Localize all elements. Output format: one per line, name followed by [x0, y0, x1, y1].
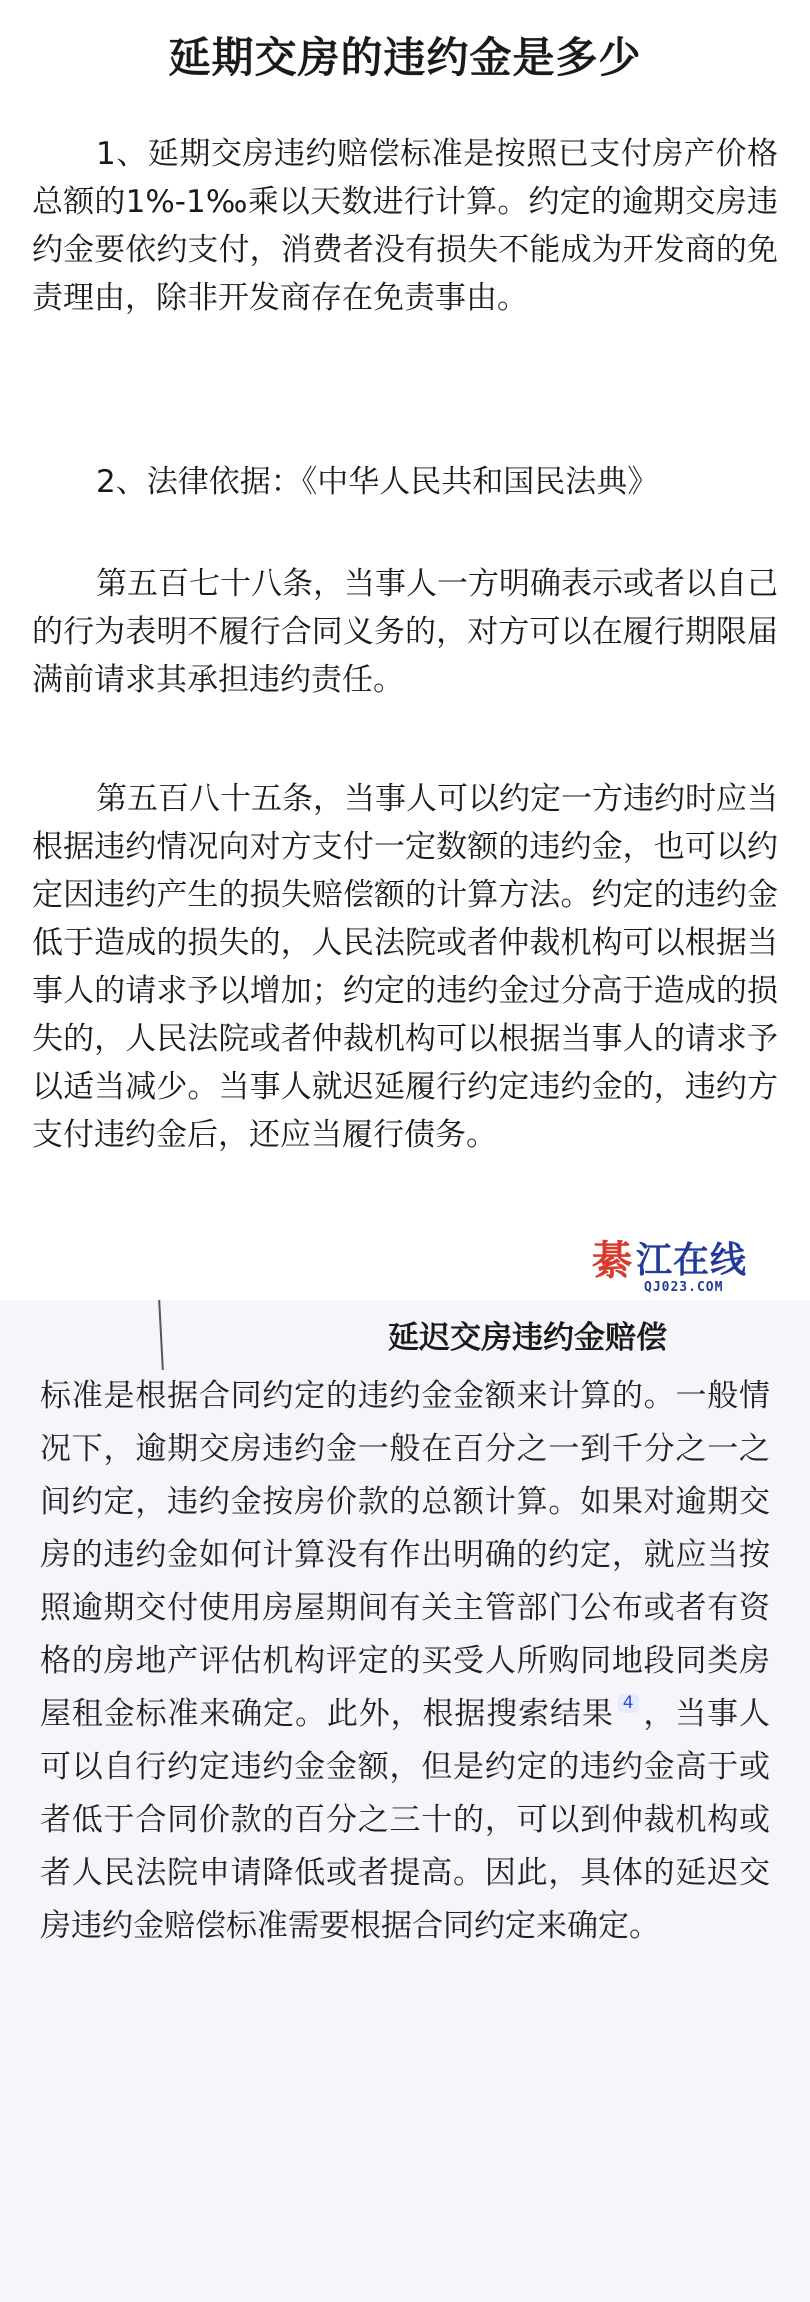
paragraph-legal-basis: 2、法律依据：《中华人民共和国民法典》	[96, 464, 659, 500]
reference-badge[interactable]: 4	[618, 1694, 639, 1713]
answer-paragraph	[40, 1370, 770, 1953]
scan-mark	[158, 1300, 164, 1370]
bottom-section	[0, 1300, 810, 2302]
page-title: 延期交房的违约金是多少	[168, 33, 642, 82]
answer-text-part-2: ，当事人可以自行约定违约金金额，但是约定的违约金高于或者低于合同价款的百分之三十的，可以到仲裁机构或者人民法院申请降低或者提高。因此，具体的延迟交房违约金赔偿标准需要根据合同约定来确定。	[40, 1696, 771, 1944]
watermark-site-name: 江在线	[636, 1240, 748, 1281]
answer-text-part-1: 标准是根据合同约定的违约金金额来计算的。一般情况下，逾期交房违约金一般在百分之一到千分之一之间约定，违约金按房价款的总额计算。如果对逾期交房的违约金如何计算没有作出明确的约定，就应当按照逾期交付使用房屋期间有关主管部门公布或者有资格的房地产评估机构评定的买受人所购同地段同类房屋租金标准来确定。此外，根据搜索结果	[40, 1378, 770, 1732]
watermark-logo-char: 綦	[592, 1237, 632, 1284]
watermark-url: QJ023.COM	[644, 1280, 724, 1295]
section-subtitle: 延迟交房违约金赔偿	[388, 1320, 667, 1356]
paragraph-article-578: 第五百七十八条，当事人一方明确表示或者以自己的行为表明不履行合同义务的，对方可以在履行期限届满前请求其承担违约责任。	[32, 566, 778, 698]
paragraph-article-585: 第五百八十五条，当事人可以约定一方违约时应当根据违约情况向对方支付一定数额的违约金，也可以约定因违约产生的损失赔偿额的计算方法。约定的违约金低于造成的损失的，人民法院或者仲裁机构可以根据当事人的请求予以增加；约定的违约金过分高于造成的损失的，人民法院或者仲裁机构可以根据当事人的请求予以适当减少。当事人就迟延履行约定违约金的，违约方支付违约金后，还应当履行债务。	[32, 781, 778, 1153]
paragraph-standard: 1、延期交房违约赔偿标准是按照已支付房产价格总额的1%-1‰乘以天数进行计算。约定的逾期交房违约金要依约支付，消费者没有损失不能成为开发商的免责理由，除非开发商存在免责事由。	[32, 136, 778, 316]
site-watermark	[592, 1238, 792, 1298]
